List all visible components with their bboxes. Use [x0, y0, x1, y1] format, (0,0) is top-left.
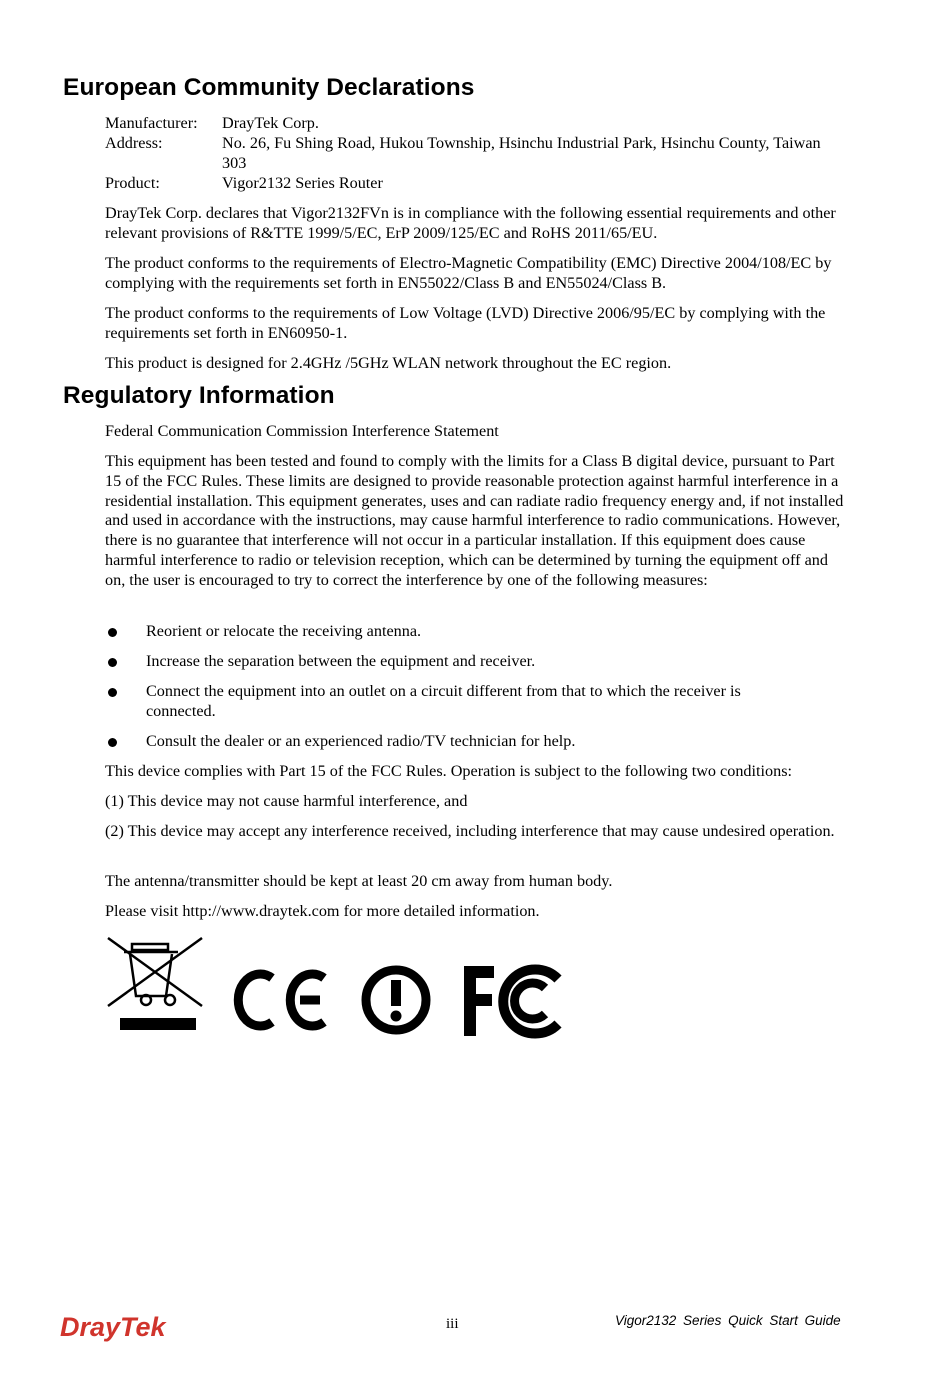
weee-bin-icon — [108, 938, 202, 1030]
manufacturer-label: Manufacturer: — [105, 114, 198, 132]
bullet-icon — [108, 658, 117, 667]
fcc-mark-icon — [464, 966, 558, 1036]
address-row — [105, 134, 850, 174]
manufacturer-value: DrayTek Corp. — [222, 114, 319, 132]
bullet-icon — [108, 688, 117, 697]
eu-paragraph-1: DrayTek Corp. declares that Vigor2132FVn is in compliance with the following essential requirements and other relevant provisions of R&TTE 1999/5/EC, ErP 2009/125/EC and RoHS 2011/65/EU. — [105, 204, 836, 242]
class2-alert-icon — [366, 970, 426, 1030]
list-item-text: Consult the dealer or an experienced radio/TV technician for help. — [146, 732, 576, 750]
fcc-statement-title: Federal Communication Commission Interference Statement — [105, 422, 499, 440]
eu-paragraph-4: This product is designed for 2.4GHz /5GHz WLAN network throughout the EC region. — [105, 354, 672, 372]
list-item-text: Reorient or relocate the receiving antenna. — [146, 622, 422, 640]
eu-paragraph-3: The product conforms to the requirements of Low Voltage (LVD) Directive 2006/95/EC by complying with the requirements set forth in EN60950-1. — [105, 304, 826, 342]
guide-title: Vigor2132 Series Quick Start Guide — [615, 1313, 841, 1328]
product-row — [105, 174, 850, 194]
ce-mark-icon — [238, 974, 324, 1026]
fcc-condition-1: (1) This device may not cause harmful interference, and — [105, 792, 468, 810]
eu-heading: European Community Declarations — [63, 74, 475, 101]
fcc-condition-2: (2) This device may accept any interference received, including interference that may cause undesired operation. — [105, 822, 835, 840]
list-item-text: Increase the separation between the equipment and receiver. — [146, 652, 536, 670]
regulatory-heading: Regulatory Information — [63, 382, 335, 409]
address-value: No. 26, Fu Shing Road, Hukou Township, Hsinchu Industrial Park, Hsinchu County, Taiwan 303 — [222, 134, 821, 172]
fcc-paragraph-2: This device complies with Part 15 of the FCC Rules. Operation is subject to the following two conditions: — [105, 762, 792, 780]
bullet-icon — [108, 628, 117, 637]
website-note: Please visit http://www.draytek.com for more detailed information. — [105, 902, 540, 920]
svg-text:DrayTek: DrayTek — [60, 1312, 166, 1342]
list-item-text: Connect the equipment into an outlet on a circuit different from that to which the receiver is connected. — [146, 682, 741, 720]
fcc-paragraph-1: This equipment has been tested and found to comply with the limits for a Class B digital device, pursuant to Part 15 of the FCC Rules. These limits are designed to provide reasonable protection against harmful interference in a residential installation. This equipment generates, uses and can radiate radio frequency energy and, if not installed and used in accordance with the instructions, may cause harmful interference to radio communications. However, there is no guarantee that interference will not occur in a particular installation. If this equipment does cause harmful interference to radio or television reception, which can be determined by turning the equipment off and on, the user is encouraged to try to correct the interference by one of the following measures: — [105, 452, 844, 589]
draytek-logo — [60, 1306, 185, 1351]
product-value: Vigor2132 Series Router — [222, 174, 383, 192]
product-label: Product: — [105, 174, 160, 192]
compliance-logos — [106, 934, 576, 1049]
manufacturer-row — [105, 114, 850, 134]
page-number: iii — [446, 1316, 459, 1332]
eu-paragraph-2: The product conforms to the requirements of Electro-Magnetic Compatibility (EMC) Directive 2004/108/EC by complying with the requirements set forth in EN55022/Class B and EN55024/Class B. — [105, 254, 832, 292]
rf-exposure-note: The antenna/transmitter should be kept at least 20 cm away from human body. — [105, 872, 613, 890]
address-label: Address: — [105, 134, 163, 152]
bullet-icon — [108, 738, 117, 747]
